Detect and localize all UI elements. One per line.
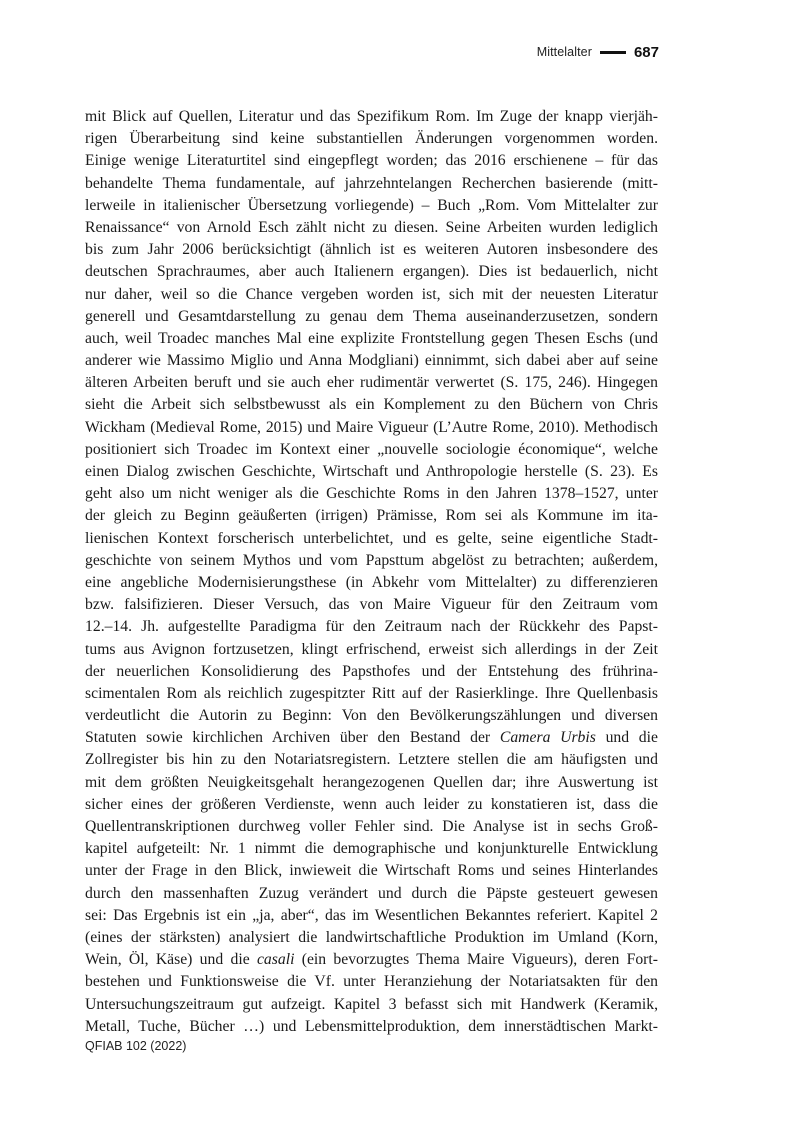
text-segment: behandelte Thema fundamentale, auf jahrzehntelangen Recherchen basierende (mitt- — [85, 174, 658, 192]
text-line — [85, 772, 658, 794]
section-label: Mittelalter — [536, 45, 592, 59]
text-segment: durch den massenhaften Zuzug verändert und durch die Päpste gesteuert gewesen — [85, 884, 658, 902]
text-line — [85, 860, 658, 882]
text-segment: (ein bevorzugtes Thema Maire Vigueurs), deren Fort- — [294, 951, 658, 969]
text-line — [85, 372, 658, 394]
text-line — [85, 417, 658, 439]
text-line — [85, 727, 658, 749]
text-segment: positioniert sich Troadec im Kontext einer „nouvelle sociologie économique“, welche — [85, 440, 658, 458]
text-segment: lienischen Kontext forscherisch unterbelichtet, und es gelte, seine eigentliche Stadt- — [85, 529, 658, 547]
text-line — [85, 350, 658, 372]
text-segment: bzw. falsifizieren. Dieser Versuch, das von Maire Vigueur für den Zeitraum vom — [85, 596, 658, 614]
page-number: 687 — [633, 43, 659, 61]
text-line — [85, 683, 658, 705]
text-segment: der neuerlichen Konsolidierung des Papsthofes und der Entstehung des frührina- — [85, 662, 658, 680]
text-line — [85, 439, 658, 461]
text-line — [85, 394, 658, 416]
text-segment: scimentalen Rom als reichlich zugespitzter Ritt auf der Rasierklinge. Ihre Quellenbasis — [85, 684, 658, 702]
text-line — [85, 195, 658, 217]
text-line — [85, 816, 658, 838]
text-line — [85, 594, 658, 616]
text-line — [85, 505, 658, 527]
text-line — [85, 705, 658, 727]
text-segment: mit Blick auf Quellen, Literatur und das Spezifikum Rom. Im Zuge der knapp vierjäh- — [85, 108, 658, 125]
text-segment: lerweile in italienischer Übersetzung vorliegende) – Buch „Rom. Vom Mittelalter zur — [85, 196, 658, 214]
text-segment: tums aus Avignon fortzusetzen, klingt erfrischend, erweist sich allerdings in der Zeit — [85, 640, 658, 658]
text-segment: Wein, Öl, Käse) und die — [85, 951, 257, 969]
text-segment: verdeutlicht die Autorin zu Beginn: Von den Bevölkerungszählungen und diversen — [85, 707, 658, 725]
text-segment: auch, weil Troadec manches Mal eine explizite Frontstellung gegen Thesen Eschs (und — [85, 329, 658, 347]
text-line — [85, 284, 658, 306]
text-segment: sei: Das Ergebnis ist ein „ja, aber“, das im Wesentlichen Bekanntes referiert. Kapitel 2 — [85, 906, 658, 924]
text-line — [85, 971, 658, 993]
text-line — [85, 328, 658, 350]
text-line — [85, 749, 658, 771]
text-segment: eine angebliche Modernisierungsthese (in Abkehr vom Mittelalter) zu differenzieren — [85, 573, 658, 591]
text-segment: nur daher, weil so die Chance vergeben worden ist, sich mit der neuesten Literatur — [85, 285, 658, 303]
text-segment: anderer wie Massimo Miglio und Anna Modgliani) einnimmt, sich dabei aber auf seine — [85, 352, 658, 370]
text-segment: Untersuchungszeitraum gut aufzeigt. Kapitel 3 befasst sich mit Handwerk (Keramik, — [85, 995, 658, 1013]
text-segment: Statuten sowie kirchlichen Archiven über den Bestand der — [85, 729, 500, 747]
text-line — [85, 239, 658, 261]
text-segment: geschichte von seinem Mythos und vom Papsttum abgelöst zu betrachten; außerdem, — [85, 551, 658, 569]
text-segment: sicher eines der größeren Verdienste, wenn auch leider zu konstatieren ist, dass die — [85, 795, 658, 813]
text-segment: und die — [595, 729, 658, 747]
text-segment: Metall, Tuche, Bücher …) und Lebensmittelproduktion, dem innerstädtischen Markt- — [85, 1017, 658, 1035]
text-segment: der gleich zu Beginn geäußerten (irrigen) Prämisse, Rom sei als Kommune im ita- — [85, 507, 658, 525]
text-segment: älteren Arbeiten beruft und sie auch eher rudimentär verwertet (S. 175, 246). Hingegen — [85, 374, 658, 392]
text-segment: einen Dialog zwischen Geschichte, Wirtschaft und Anthropologie herstelle (S. 23). Es — [85, 463, 658, 480]
text-line — [85, 838, 658, 860]
text-segment: bis zum Jahr 2006 berücksichtigt (ähnlich ist es weiteren Autoren insbesondere des — [85, 241, 658, 259]
text-line — [85, 150, 658, 172]
text-line — [85, 1016, 658, 1038]
text-line — [85, 106, 658, 128]
text-line — [85, 572, 658, 594]
text-line — [85, 883, 658, 905]
text-line — [85, 550, 658, 572]
text-segment: geht also um nicht weniger als die Geschichte Roms in den Jahren 1378–1527, unter — [85, 485, 658, 503]
text-segment: 12.–14. Jh. aufgestellte Paradigma für den Zeitraum nach der Rückkehr des Papst- — [85, 618, 658, 636]
text-line — [85, 949, 658, 971]
text-segment: unter der Frage in den Blick, inwieweit die Wirtschaft Roms und seines Hinterlandes — [85, 862, 658, 880]
italic-text: casali — [256, 951, 295, 969]
text-line — [85, 661, 658, 683]
text-line — [85, 483, 658, 505]
header-rule — [600, 51, 626, 54]
text-segment: bestehen und Funktionsweise die Vf. unter Heranziehung der Notariatsakten für den — [85, 973, 658, 991]
text-line — [85, 461, 658, 483]
text-line — [85, 528, 658, 550]
text-segment: rigen Überarbeitung sind keine substantiellen Änderungen vorgenommen worden. — [85, 130, 658, 148]
text-line — [85, 794, 658, 816]
text-line — [85, 173, 658, 195]
text-line — [85, 639, 658, 661]
text-line — [85, 217, 658, 239]
text-line — [85, 261, 658, 283]
text-line — [85, 905, 658, 927]
text-segment: Wickham (Medieval Rome, 2015) und Maire Vigueur (L’Autre Rome, 2010). Methodisch — [85, 418, 658, 436]
running-head — [537, 40, 659, 64]
text-segment: Zollregister bis hin zu den Notariatsregistern. Letztere stellen die am häufigsten und — [85, 751, 658, 769]
text-line — [85, 306, 658, 328]
text-segment: deutschen Sprachraumes, aber auch Italienern ergangen). Dies ist bedauerlich, nicht — [85, 263, 658, 281]
footer-journal: QFIAB 102 (2022) — [85, 1039, 187, 1053]
text-line — [85, 616, 658, 638]
text-segment: kapitel aufgeteilt: Nr. 1 nimmt die demographische und konjunkturelle Entwicklung — [85, 840, 658, 858]
text-line — [85, 927, 658, 949]
text-segment: sieht die Arbeit sich selbstbewusst als ein Komplement zu den Büchern von Chris — [85, 396, 658, 414]
text-segment: generell und Gesamtdarstellung zu genau dem Thema auseinanderzusetzen, sondern — [85, 307, 658, 325]
text-segment: Einige wenige Literaturtitel sind eingepflegt worden; das 2016 erschienene – für das — [85, 152, 658, 170]
text-segment: Quellentranskriptionen durchweg voller Fehler sind. Die Analyse ist in sechs Groß- — [85, 818, 658, 835]
text-segment: mit dem größten Neuigkeitsgehalt herangezogenen Quellen dar; ihre Auswertung ist — [85, 773, 658, 791]
text-line — [85, 128, 658, 150]
text-segment: Renaissance“ von Arnold Esch zählt nicht zu diesen. Seine Arbeiten wurden lediglich — [85, 218, 658, 236]
text-line — [85, 994, 658, 1016]
text-segment: (eines der stärksten) analysiert die landwirtschaftliche Produktion im Umland (Korn, — [85, 928, 658, 946]
body-text — [85, 106, 658, 1038]
italic-text: Camera Urbis — [499, 729, 596, 747]
